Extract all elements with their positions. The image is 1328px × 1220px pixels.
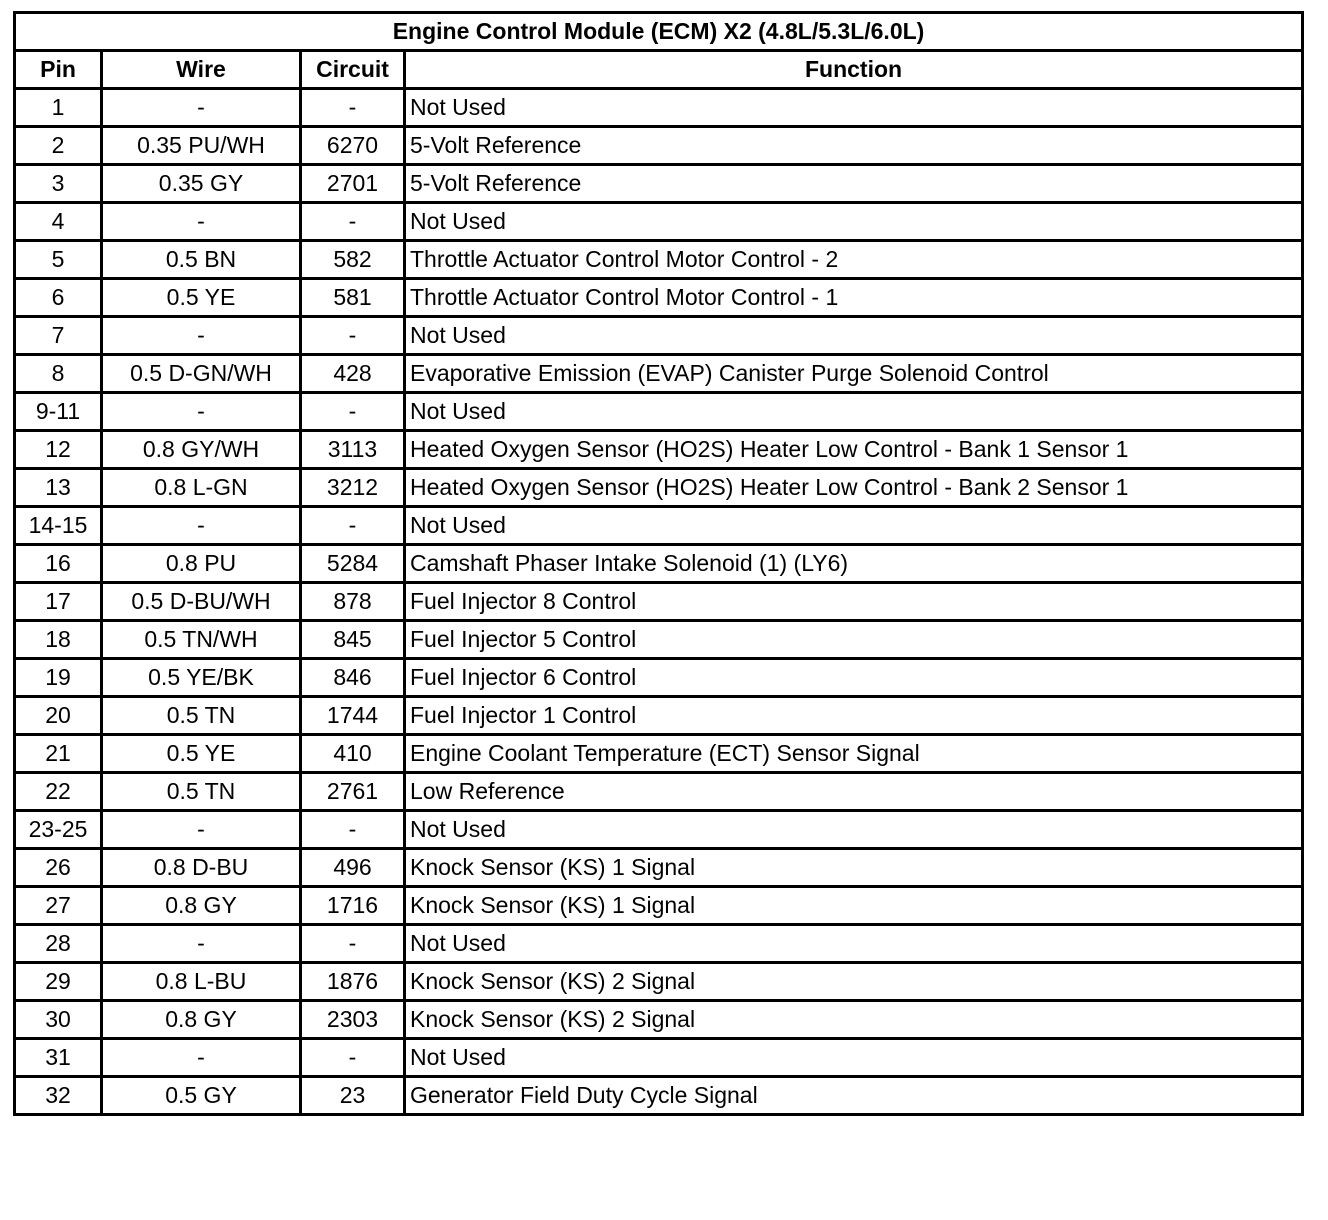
circuit-cell: 581 bbox=[301, 279, 405, 317]
table-row bbox=[15, 507, 1303, 545]
pin-cell: 30 bbox=[15, 1001, 102, 1039]
circuit-cell: - bbox=[301, 507, 405, 545]
function-cell: Camshaft Phaser Intake Solenoid (1) (LY6) bbox=[405, 545, 1303, 583]
pin-cell: 9-11 bbox=[15, 393, 102, 431]
wire-cell: - bbox=[102, 317, 301, 355]
function-cell: Not Used bbox=[405, 507, 1303, 545]
table-row bbox=[15, 849, 1303, 887]
function-cell: 5-Volt Reference bbox=[405, 127, 1303, 165]
function-cell: Not Used bbox=[405, 203, 1303, 241]
wire-cell: 0.5 YE bbox=[102, 735, 301, 773]
pin-cell: 20 bbox=[15, 697, 102, 735]
circuit-cell: 5284 bbox=[301, 545, 405, 583]
pin-cell: 22 bbox=[15, 773, 102, 811]
wire-cell: - bbox=[102, 393, 301, 431]
function-cell: Fuel Injector 5 Control bbox=[405, 621, 1303, 659]
wire-cell: 0.8 GY bbox=[102, 1001, 301, 1039]
function-cell: Fuel Injector 6 Control bbox=[405, 659, 1303, 697]
pin-cell: 3 bbox=[15, 165, 102, 203]
wire-cell: 0.5 BN bbox=[102, 241, 301, 279]
pin-cell: 18 bbox=[15, 621, 102, 659]
wire-cell: - bbox=[102, 811, 301, 849]
table-row bbox=[15, 697, 1303, 735]
function-cell: Throttle Actuator Control Motor Control - 1 bbox=[405, 279, 1303, 317]
pin-cell: 6 bbox=[15, 279, 102, 317]
wire-cell: - bbox=[102, 89, 301, 127]
circuit-cell: 1876 bbox=[301, 963, 405, 1001]
function-cell: Knock Sensor (KS) 2 Signal bbox=[405, 963, 1303, 1001]
function-cell: Throttle Actuator Control Motor Control - 2 bbox=[405, 241, 1303, 279]
table-row bbox=[15, 659, 1303, 697]
function-cell: Not Used bbox=[405, 89, 1303, 127]
circuit-cell: - bbox=[301, 89, 405, 127]
circuit-cell: 428 bbox=[301, 355, 405, 393]
wire-cell: 0.8 GY bbox=[102, 887, 301, 925]
table-row bbox=[15, 1077, 1303, 1115]
circuit-cell: - bbox=[301, 203, 405, 241]
pin-cell: 19 bbox=[15, 659, 102, 697]
circuit-cell: 2761 bbox=[301, 773, 405, 811]
function-cell: Heated Oxygen Sensor (HO2S) Heater Low Control - Bank 1 Sensor 1 bbox=[405, 431, 1303, 469]
wire-cell: 0.35 PU/WH bbox=[102, 127, 301, 165]
function-column-header: Function bbox=[405, 51, 1303, 89]
function-cell: Not Used bbox=[405, 811, 1303, 849]
table-row bbox=[15, 735, 1303, 773]
wire-cell: 0.5 TN bbox=[102, 773, 301, 811]
table-header-row bbox=[15, 51, 1303, 89]
table-row bbox=[15, 279, 1303, 317]
function-cell: Knock Sensor (KS) 1 Signal bbox=[405, 887, 1303, 925]
circuit-cell: 1716 bbox=[301, 887, 405, 925]
table-row bbox=[15, 925, 1303, 963]
pin-cell: 14-15 bbox=[15, 507, 102, 545]
wire-cell: 0.8 GY/WH bbox=[102, 431, 301, 469]
wire-cell: - bbox=[102, 507, 301, 545]
pin-cell: 2 bbox=[15, 127, 102, 165]
pin-cell: 1 bbox=[15, 89, 102, 127]
pin-cell: 32 bbox=[15, 1077, 102, 1115]
table-row bbox=[15, 773, 1303, 811]
circuit-cell: 2701 bbox=[301, 165, 405, 203]
wire-cell: - bbox=[102, 203, 301, 241]
function-cell: Knock Sensor (KS) 1 Signal bbox=[405, 849, 1303, 887]
table-row bbox=[15, 887, 1303, 925]
wire-cell: 0.8 PU bbox=[102, 545, 301, 583]
circuit-cell: 845 bbox=[301, 621, 405, 659]
function-cell: Generator Field Duty Cycle Signal bbox=[405, 1077, 1303, 1115]
pin-cell: 7 bbox=[15, 317, 102, 355]
circuit-cell: 3212 bbox=[301, 469, 405, 507]
table-row bbox=[15, 545, 1303, 583]
wire-cell: 0.8 D-BU bbox=[102, 849, 301, 887]
table-row bbox=[15, 241, 1303, 279]
table-row bbox=[15, 963, 1303, 1001]
pin-cell: 27 bbox=[15, 887, 102, 925]
pin-cell: 28 bbox=[15, 925, 102, 963]
circuit-cell: 3113 bbox=[301, 431, 405, 469]
pin-cell: 17 bbox=[15, 583, 102, 621]
circuit-cell: 6270 bbox=[301, 127, 405, 165]
circuit-cell: - bbox=[301, 811, 405, 849]
wire-column-header: Wire bbox=[102, 51, 301, 89]
table-row bbox=[15, 393, 1303, 431]
wire-cell: 0.5 D-BU/WH bbox=[102, 583, 301, 621]
circuit-cell: - bbox=[301, 393, 405, 431]
function-cell: Not Used bbox=[405, 925, 1303, 963]
function-cell: Engine Coolant Temperature (ECT) Sensor Signal bbox=[405, 735, 1303, 773]
circuit-cell: 1744 bbox=[301, 697, 405, 735]
table-row bbox=[15, 203, 1303, 241]
wire-cell: 0.5 YE bbox=[102, 279, 301, 317]
function-cell: Fuel Injector 1 Control bbox=[405, 697, 1303, 735]
pin-cell: 13 bbox=[15, 469, 102, 507]
table-row bbox=[15, 469, 1303, 507]
circuit-cell: 2303 bbox=[301, 1001, 405, 1039]
table-body bbox=[15, 89, 1303, 1115]
function-cell: Heated Oxygen Sensor (HO2S) Heater Low Control - Bank 2 Sensor 1 bbox=[405, 469, 1303, 507]
circuit-cell: 496 bbox=[301, 849, 405, 887]
pin-cell: 31 bbox=[15, 1039, 102, 1077]
pin-cell: 16 bbox=[15, 545, 102, 583]
table-title-row bbox=[15, 13, 1303, 51]
wire-cell: 0.8 L-GN bbox=[102, 469, 301, 507]
table-row bbox=[15, 621, 1303, 659]
function-cell: Not Used bbox=[405, 393, 1303, 431]
circuit-cell: 410 bbox=[301, 735, 405, 773]
pin-column-header: Pin bbox=[15, 51, 102, 89]
pin-cell: 12 bbox=[15, 431, 102, 469]
wire-cell: - bbox=[102, 1039, 301, 1077]
table-row bbox=[15, 165, 1303, 203]
table-row bbox=[15, 355, 1303, 393]
table-row bbox=[15, 583, 1303, 621]
circuit-cell: - bbox=[301, 1039, 405, 1077]
table-row bbox=[15, 127, 1303, 165]
pin-cell: 26 bbox=[15, 849, 102, 887]
function-cell: Knock Sensor (KS) 2 Signal bbox=[405, 1001, 1303, 1039]
table-row bbox=[15, 431, 1303, 469]
wire-cell: 0.8 L-BU bbox=[102, 963, 301, 1001]
table-row bbox=[15, 1039, 1303, 1077]
wire-cell: 0.5 YE/BK bbox=[102, 659, 301, 697]
pin-cell: 23-25 bbox=[15, 811, 102, 849]
table-title: Engine Control Module (ECM) X2 (4.8L/5.3L/6.0L) bbox=[15, 13, 1303, 51]
table-row bbox=[15, 317, 1303, 355]
circuit-cell: - bbox=[301, 925, 405, 963]
pin-cell: 4 bbox=[15, 203, 102, 241]
wire-cell: 0.5 D-GN/WH bbox=[102, 355, 301, 393]
pin-cell: 29 bbox=[15, 963, 102, 1001]
function-cell: Evaporative Emission (EVAP) Canister Purge Solenoid Control bbox=[405, 355, 1303, 393]
circuit-cell: 582 bbox=[301, 241, 405, 279]
circuit-column-header: Circuit bbox=[301, 51, 405, 89]
function-cell: Not Used bbox=[405, 1039, 1303, 1077]
table-row bbox=[15, 89, 1303, 127]
wire-cell: 0.5 GY bbox=[102, 1077, 301, 1115]
circuit-cell: - bbox=[301, 317, 405, 355]
pin-cell: 5 bbox=[15, 241, 102, 279]
circuit-cell: 846 bbox=[301, 659, 405, 697]
pin-cell: 21 bbox=[15, 735, 102, 773]
function-cell: Fuel Injector 8 Control bbox=[405, 583, 1303, 621]
table-row bbox=[15, 811, 1303, 849]
wire-cell: 0.35 GY bbox=[102, 165, 301, 203]
function-cell: Not Used bbox=[405, 317, 1303, 355]
ecm-pinout-table bbox=[13, 11, 1304, 1116]
function-cell: 5-Volt Reference bbox=[405, 165, 1303, 203]
wire-cell: - bbox=[102, 925, 301, 963]
pin-cell: 8 bbox=[15, 355, 102, 393]
table-row bbox=[15, 1001, 1303, 1039]
wire-cell: 0.5 TN bbox=[102, 697, 301, 735]
circuit-cell: 23 bbox=[301, 1077, 405, 1115]
function-cell: Low Reference bbox=[405, 773, 1303, 811]
circuit-cell: 878 bbox=[301, 583, 405, 621]
wire-cell: 0.5 TN/WH bbox=[102, 621, 301, 659]
